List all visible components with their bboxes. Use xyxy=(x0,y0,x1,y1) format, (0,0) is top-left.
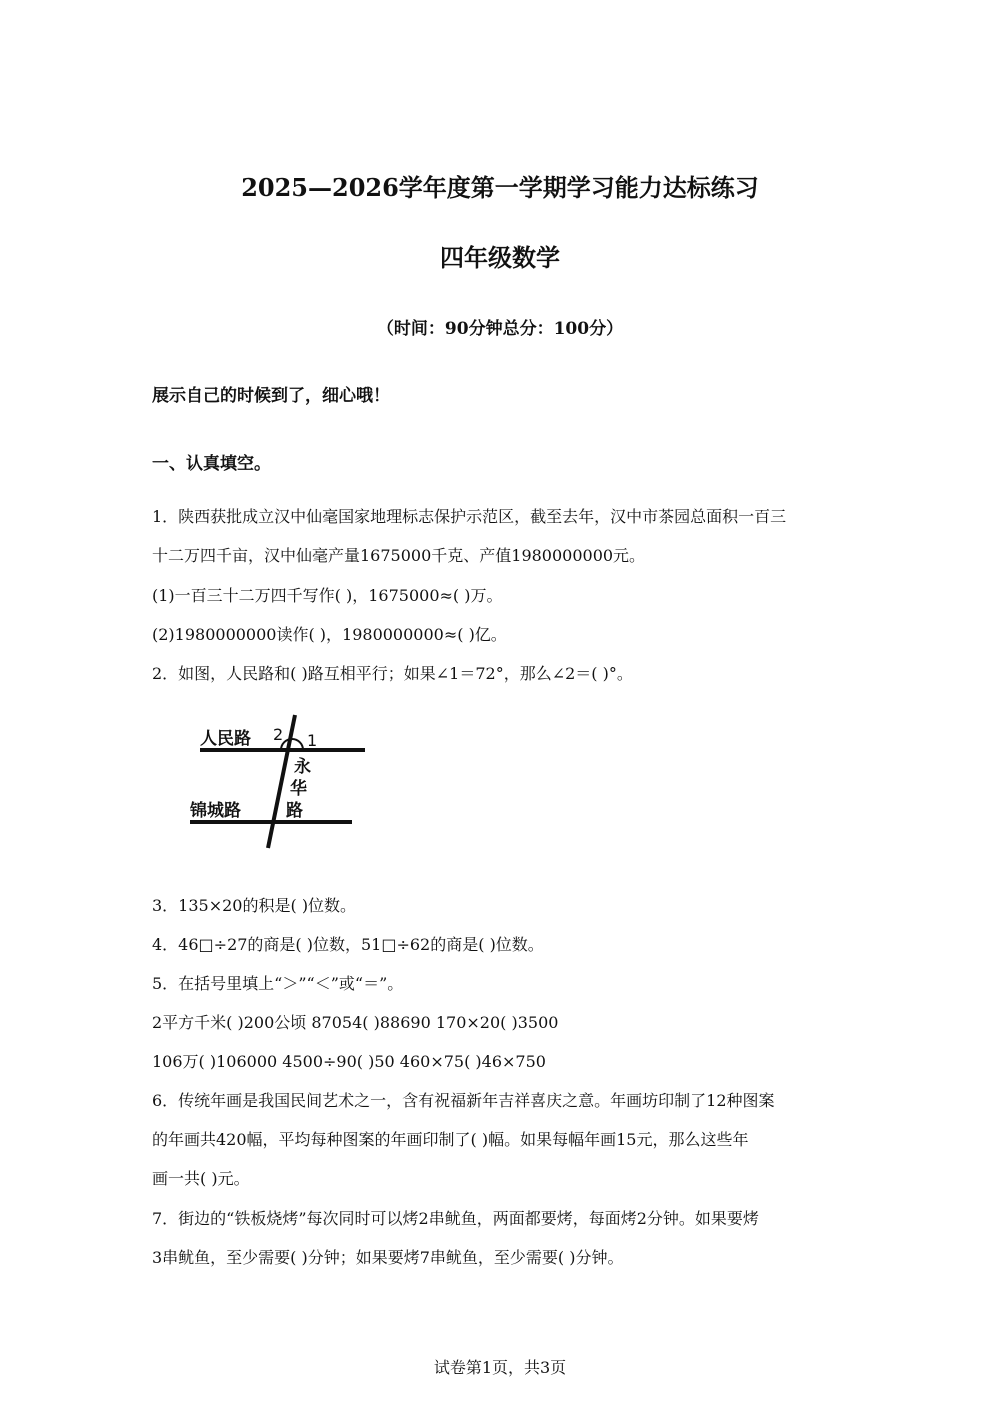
question-line: 4．46□÷27的商是( )位数，51□÷62的商是( )位数。 xyxy=(152,935,544,954)
page-footer: 试卷第1页，共3页 xyxy=(433,1358,567,1377)
question-line: (2)1980000000读作( )，1980000000≈( )亿。 xyxy=(152,625,507,644)
question-line: 5．在括号里填上“＞”“＜”或“＝”。 xyxy=(152,974,404,993)
section-heading: 一、认真填空。 xyxy=(152,454,271,474)
road-label-bottom: 锦城路 xyxy=(190,801,241,821)
road-label-cross: 永 xyxy=(294,757,311,777)
road-label-top: 人民路 xyxy=(200,729,251,749)
question-line: 十二万四千亩，汉中仙毫产量1675000千克、产值1980000000元。 xyxy=(152,546,646,565)
exam-title: 2025—2026学年度第一学期学习能力达标练习 xyxy=(241,173,759,202)
road-label-cross: 路 xyxy=(286,801,303,821)
question-line: 106万( )106000 4500÷90( )50 460×75( )46×750 xyxy=(152,1052,546,1071)
question-line: 3串鱿鱼，至少需要( )分钟；如果要烤7串鱿鱼，至少需要( )分钟。 xyxy=(152,1248,624,1267)
exam-subtitle: 四年级数学 xyxy=(440,243,560,272)
angle-label-2: 2 xyxy=(273,725,284,744)
question-line: (1)一百三十二万四千写作( )，1675000≈( )万。 xyxy=(152,586,503,605)
question-line: 2．如图，人民路和( )路互相平行；如果∠1＝72°，那么∠2＝( )°。 xyxy=(152,664,633,683)
question-line: 6．传统年画是我国民间艺术之一，含有祝福新年吉祥喜庆之意。年画坊印制了12种图案 xyxy=(152,1091,775,1110)
exam-info: （时间：90分钟总分：100分） xyxy=(376,319,624,339)
question-line: 3．135×20的积是( )位数。 xyxy=(152,896,357,915)
roads-figure xyxy=(160,700,370,860)
question-line: 1．陕西获批成立汉中仙毫国家地理标志保护示范区，截至去年，汉中市茶园总面积一百三 xyxy=(152,507,787,526)
question-line: 的年画共420幅，平均每种图案的年画印制了( )幅。如果每幅年画15元，那么这些年 xyxy=(152,1130,749,1149)
question-line: 7．街边的“铁板烧烤”每次同时可以烤2串鱿鱼，两面都要烤，每面烤2分钟。如果要烤 xyxy=(152,1209,759,1228)
road-label-cross: 华 xyxy=(290,779,307,799)
angle-label-1: 1 xyxy=(307,731,318,750)
question-line: 2平方千米( )200公顷 87054( )88690 170×20( )3500 xyxy=(152,1013,559,1032)
question-line: 画一共( )元。 xyxy=(152,1169,250,1188)
intro-text: 展示自己的时候到了，细心哦！ xyxy=(152,386,390,406)
